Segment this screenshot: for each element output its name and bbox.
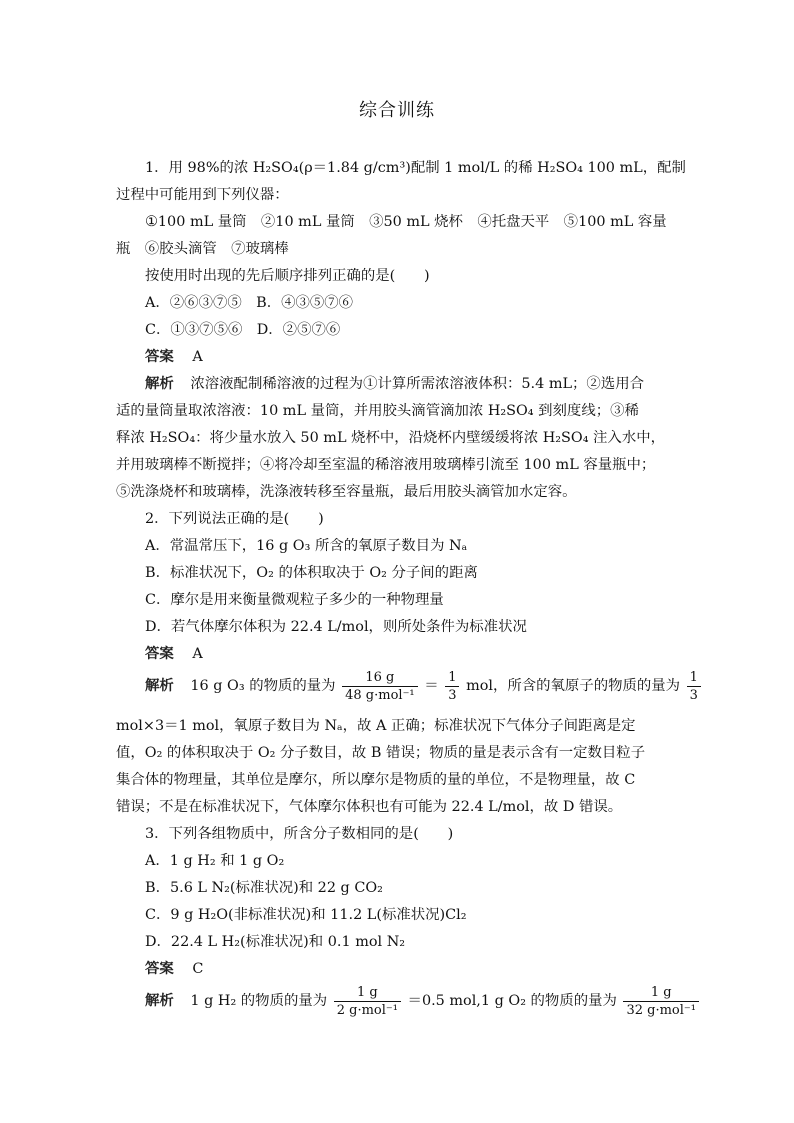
fraction-numerator: 1 — [445, 670, 459, 687]
analysis-text: ＝0.5 mol,1 g O₂ 的物质的量为 — [407, 993, 617, 1009]
fraction-denominator: 3 — [448, 687, 457, 703]
fraction-denominator: 3 — [689, 687, 698, 703]
q2-analysis-line4: 集合体的物理量，其单位是摩尔，所以摩尔是物质的量的单位，不是物理量，故 C — [116, 772, 636, 788]
q3-answer — [145, 959, 203, 979]
q1-analysis-line4: 并用玻璃棒不断搅拌；④将冷却至室温的稀溶液用玻璃棒引流至 100 mL 容量瓶中； — [116, 457, 656, 473]
q1-options-ab: A．②⑥③⑦⑤ B．④③⑤⑦⑥ — [145, 295, 354, 311]
analysis-text: 1 g H₂ 的物质的量为 — [190, 993, 328, 1009]
q1-analysis-line2: 适的量筒量取浓溶液：10 mL 量筒，并用胶头滴管滴加浓 H₂SO₄ 到刻度线；③稀 — [116, 403, 639, 419]
analysis-label: 解析 — [145, 677, 174, 694]
fraction-denominator: 2 g·mol⁻¹ — [336, 1002, 398, 1018]
fraction-denominator: 32 g·mol⁻¹ — [626, 1002, 696, 1018]
fraction-mass-over-molar-mass — [334, 985, 401, 1018]
q1-stem-line2: 过程中可能用到下列仪器： — [116, 187, 289, 203]
fraction-numerator: 1 g — [623, 985, 699, 1002]
q1-instruments-line1: ①100 mL 量筒 ②10 mL 量筒 ③50 mL 烧杯 ④托盘天平 ⑤100 mL 容量 — [145, 214, 667, 230]
q1-stem-line1: 1．用 98%的浓 H₂SO₄(ρ＝1.84 g/cm³)配制 1 mol/L 的稀 H₂SO₄ 100 mL，配制 — [145, 160, 686, 176]
analysis-label: 解析 — [145, 992, 174, 1009]
analysis-text: 16 g O₃ 的物质的量为 — [190, 678, 336, 694]
answer-value: A — [192, 349, 203, 365]
q1-answer — [145, 347, 203, 367]
q1-instruments-line2: 瓶 ⑥胶头滴管 ⑦玻璃棒 — [116, 241, 289, 257]
answer-value: C — [192, 961, 204, 977]
q1-analysis-line1 — [145, 374, 644, 394]
q2-answer — [145, 644, 203, 664]
q3-stem: 3．下列各组物质中，所含分子数相同的是( ) — [145, 826, 454, 842]
analysis-text: 浓溶液配制稀溶液的过程为①计算所需浓溶液体积：5.4 mL；②选用合 — [190, 376, 644, 392]
q2-analysis-line5: 错误；不是在标准状况下，气体摩尔体积也有可能为 22.4 L/mol，故 D 错误。 — [116, 799, 623, 815]
q3-analysis-line1 — [145, 983, 701, 1019]
analysis-label: 解析 — [145, 375, 174, 392]
q2-option-b: B．标准状况下，O₂ 的体积取决于 O₂ 分子间的距离 — [145, 565, 478, 581]
answer-label: 答案 — [145, 645, 174, 662]
answer-label: 答案 — [145, 960, 174, 977]
analysis-text: mol，所含的氧原子的物质的量为 — [466, 678, 681, 694]
fraction-one-third — [687, 670, 701, 703]
q1-analysis-line3: 释浓 H₂SO₄：将少量水放入 50 mL 烧杯中，沿烧杯内壁缓缓将浓 H₂SO₄ 注入水中， — [116, 430, 665, 446]
equals-sign: ＝ — [424, 678, 439, 694]
fraction-mass-over-molar-mass — [342, 670, 418, 703]
q3-option-d: D．22.4 L H₂(标准状况)和 0.1 mol N₂ — [145, 934, 406, 950]
fraction-numerator: 1 g — [334, 985, 401, 1002]
q2-option-d: D．若气体摩尔体积为 22.4 L/mol，则所处条件为标准状况 — [145, 619, 527, 635]
fraction-mass-over-molar-mass — [623, 985, 699, 1018]
answer-label: 答案 — [145, 348, 174, 365]
fraction-numerator: 16 g — [342, 670, 418, 687]
q2-analysis-line1 — [145, 668, 703, 704]
q1-options-cd: C．①③⑦⑤⑥ D．②⑤⑦⑥ — [145, 322, 341, 338]
q3-option-c: C．9 g H₂O(非标准状况)和 11.2 L(标准状况)Cl₂ — [145, 907, 467, 923]
q3-option-b: B．5.6 L N₂(标准状况)和 22 g CO₂ — [145, 880, 383, 896]
q2-stem: 2．下列说法正确的是( ) — [145, 511, 324, 527]
fraction-denominator: 48 g·mol⁻¹ — [345, 687, 415, 703]
q2-analysis-line3: 值，O₂ 的体积取决于 O₂ 分子数目，故 B 错误；物质的量是表示含有一定数目粒子 — [116, 745, 646, 761]
answer-value: A — [192, 646, 203, 662]
q2-option-a: A．常温常压下，16 g O₃ 所含的氧原子数目为 Nₐ — [145, 538, 468, 554]
q2-option-c: C．摩尔是用来衡量微观粒子多少的一种物理量 — [145, 592, 444, 608]
q1-analysis-line5: ⑤洗涤烧杯和玻璃棒，洗涤液转移至容量瓶，最后用胶头滴管加水定容。 — [116, 484, 577, 500]
q3-option-a: A．1 g H₂ 和 1 g O₂ — [145, 853, 285, 869]
q1-question: 按使用时出现的先后顺序排列正确的是( ) — [145, 268, 430, 284]
fraction-one-third — [445, 670, 459, 703]
q2-analysis-line2: mol×3＝1 mol，氧原子数目为 Nₐ，故 A 正确；标准状况下气体分子间距离是定 — [116, 718, 636, 734]
fraction-numerator: 1 — [687, 670, 701, 687]
page-title: 综合训练 — [359, 100, 435, 121]
